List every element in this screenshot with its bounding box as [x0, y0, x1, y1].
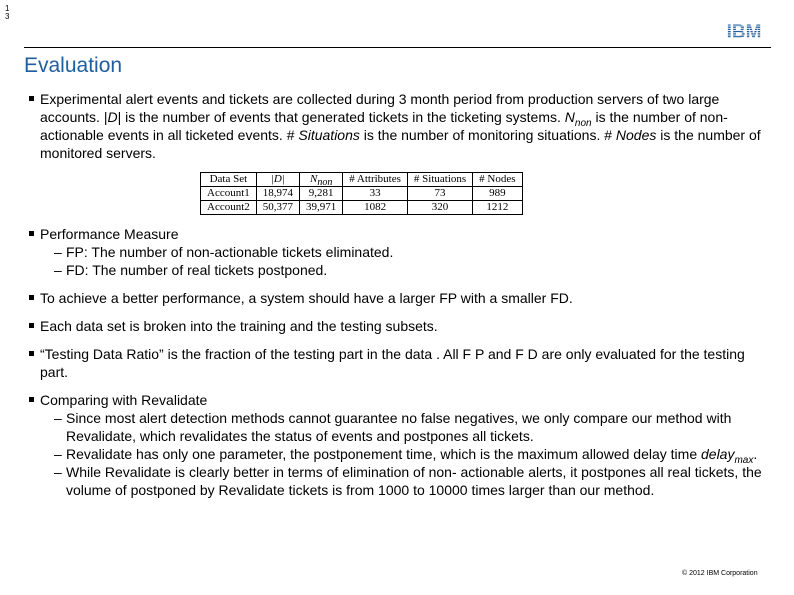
sub-bullet: – Revalidate has only one parameter, the postponement time, which is the maximum allowed delay time delay$_{max}$.	[54, 446, 758, 466]
slide-number: 1 3	[5, 4, 10, 21]
bullet-data-split: Each data set is broken into the training and the testing subsets.	[28, 317, 768, 335]
ibm-logo	[718, 22, 770, 40]
table-header-cell: # Situations	[407, 173, 472, 187]
table-row: Account1 18,974 9,281 33 73 989	[201, 187, 523, 201]
bullet-performance-measure: Performance Measure – FP: The number of non-actionable tickets eliminated. – FD: The number of real tickets postponed.	[28, 225, 768, 279]
dataset-table	[200, 172, 523, 215]
table-header-cell: # Nodes	[473, 173, 522, 187]
sub-bullet: – FD: The number of real tickets postponed.	[54, 262, 328, 278]
table-header-cell: $N_{non}$	[300, 173, 343, 187]
table-header-cell: # Attributes	[343, 173, 408, 187]
table-header-row	[201, 173, 523, 187]
slide-title: Evaluation	[24, 54, 123, 77]
svg-text:IBM: IBM	[726, 22, 762, 40]
sub-bullet: – Since most alert detection methods cannot guarantee no false negatives, we only compare our method with Revalidate, which revalidates the status of events and postpones all tickets.	[54, 410, 732, 444]
bullet-better-performance: To achieve a better performance, a system should have a larger FP with a smaller FD.	[28, 289, 768, 307]
copyright-footer: © 2012 IBM Corporation	[682, 570, 758, 577]
table-header-cell: Data Set	[201, 173, 257, 187]
bullet-comparing-revalidate: Comparing with Revalidate – Since most alert detection methods cannot guarantee no false negatives, we only compare our method with Revalidate, which revalidates the status of events and postpones all tickets. – Revalidate has only one parameter, the postponement time, which is the maximum allowed delay time delay$_{max}$. – While Revalidate is clearly better in terms of elimination of non- actionable alerts, it postpones all real tickets, the volume of postponed by Revalidate tickets is from 1000 to 10000 times larger than our method.	[28, 391, 768, 499]
table-row: Account2 50,377 39,971 1082 320 1212	[201, 201, 523, 215]
bullet-data-description: Experimental alert events and tickets are collected during 3 month period from production servers of two large accounts. |D| is the number of events that generated tickets in the ticketing systems. $N_{non}$ is the number of non- actionable events in all ticketed events. # Situations is the number of monitoring situations. # Nodes is the number of monitored servers.	[28, 90, 768, 162]
slide-content	[28, 90, 768, 509]
title-divider	[24, 47, 771, 48]
bullet-testing-data-ratio: “Testing Data Ratio” is the fraction of the testing part in the data . All F P and F D are only evaluated for the testing part.	[28, 345, 768, 381]
sub-bullet: – While Revalidate is clearly better in terms of elimination of non- actionable alerts, it postpones all real tickets, the volume of postponed by Revalidate tickets is from 1000 to 10000 times larger than our method.	[54, 464, 762, 498]
sub-bullet: – FP: The number of non-actionable tickets eliminated.	[54, 244, 394, 260]
table-header-cell: |D|	[256, 173, 299, 187]
